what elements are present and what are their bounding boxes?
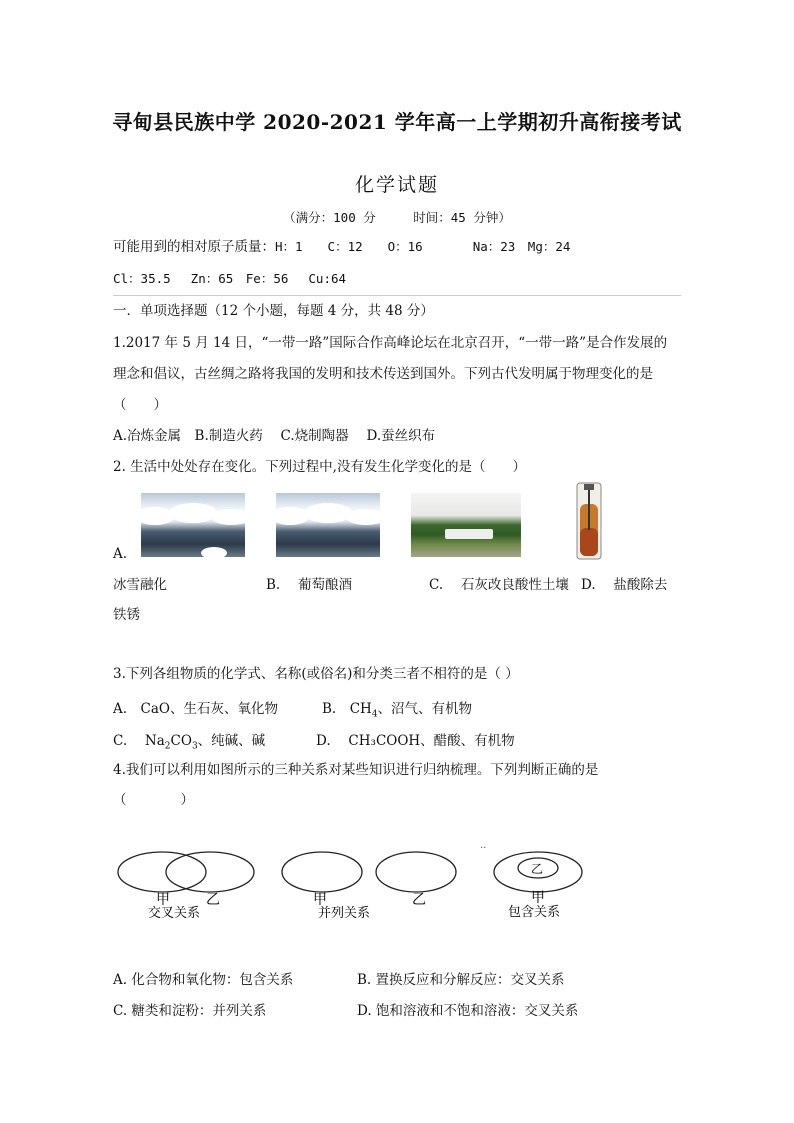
q3-option-b	[322, 697, 472, 720]
q3-option-a: A. CaO、生石灰、氧化物	[113, 701, 278, 717]
q4-stem: 4.我们可以利用如图所示的三种关系对某些知识进行归纳梳理。下列判断正确的是	[113, 762, 599, 778]
q3-c-sub2: 3	[191, 741, 198, 752]
q1-options: A.冶炼金属 B.制造火药 C.烧制陶器 D.蚕丝织布	[113, 428, 436, 444]
q1-line-2: 理念和倡议，古丝绸之路将我国的发明和技术传送到国外。下列古代发明属于物理变化的是	[113, 366, 653, 382]
lime-soil-image	[411, 493, 521, 557]
contain-jia-label: 甲	[531, 890, 545, 906]
parallel-jia-label: 甲	[313, 892, 327, 908]
test-tube-image	[572, 482, 606, 560]
divider	[113, 295, 681, 296]
q3-c-suffix: 、纯碱、碱	[197, 733, 266, 749]
q3-option-d: D. CH₃COOH、醋酸、有机物	[316, 733, 515, 749]
contain-relation-label: 包含关系	[508, 905, 561, 920]
q4-paren: （ ）	[113, 792, 194, 808]
exam-subtitle: 化学试题	[354, 174, 439, 196]
q4-option-c: C. 糖类和淀粉：并列关系	[113, 1003, 267, 1019]
parallel-relation-label: 并列关系	[318, 906, 371, 921]
diagram-dots: ..	[480, 840, 487, 851]
q2-a-text: 冰雪融化	[113, 577, 167, 593]
q3-b-prefix: B. CH	[322, 701, 372, 717]
q2-stem: 2. 生活中处处存在变化。下列过程中,没有发生化学变化的是（ ）	[113, 459, 526, 475]
parallel-circle-jia	[282, 852, 362, 892]
cross-circle-yi	[166, 852, 254, 892]
section-1-heading: 一．单项选择题（12 个小题，每题 4 分，共 48 分）	[113, 303, 434, 319]
q2-b-text: B. 葡萄酿酒	[266, 577, 353, 593]
q3-option-c	[113, 729, 265, 752]
q3-b-sub: 4	[371, 709, 378, 720]
cross-relation-label: 交叉关系	[148, 906, 201, 921]
grape-wine-image	[276, 493, 380, 557]
parallel-circle-yi	[376, 852, 456, 892]
q3-c-mid: CO	[170, 733, 192, 749]
snow-melting-image	[141, 493, 245, 557]
cross-circle-jia	[118, 852, 206, 892]
q2-d-text-cont: 铁锈	[113, 607, 140, 623]
q2-d-text: D. 盐酸除去	[581, 577, 668, 593]
q3-stem: 3.下列各组物质的化学式、名称(或俗名)和分类三者不相符的是（ ）	[113, 666, 519, 682]
atomic-mass-label: 可能用到的相对原子质量：	[113, 239, 275, 255]
q2-c-text: C. 石灰改良酸性土壤	[429, 577, 569, 593]
q4-option-d: D. 饱和溶液和不饱和溶液：交叉关系	[357, 1003, 579, 1019]
q3-c-sub1: 2	[164, 741, 171, 752]
q3-c-prefix: C. Na	[113, 733, 165, 749]
cross-jia-label: 甲	[156, 892, 170, 908]
q2-a-marker: A.	[113, 546, 128, 562]
q4-option-b: B. 置换反应和分解反应：交叉关系	[357, 972, 565, 988]
atomic-mass-line-1	[113, 238, 570, 256]
atomic-mass-values-1: H：1 C：12 O：16 Na：23 Mg：24	[275, 239, 571, 254]
q4-option-a: A. 化合物和氧化物：包含关系	[113, 972, 294, 988]
cross-yi-label: 乙	[206, 892, 220, 908]
contain-yi-label: 乙	[531, 862, 544, 876]
exam-title: 寻甸县民族中学 2020-2021 学年高一上学期初升高衔接考试	[112, 110, 682, 134]
q3-b-suffix: 、沼气、有机物	[377, 701, 473, 717]
atomic-mass-line-2: Cl：35.5 Zn：65 Fe：56 Cu:64	[113, 271, 347, 286]
q1-line-3: （ ）	[113, 397, 167, 413]
parallel-yi-label: 乙	[412, 892, 426, 908]
q1-line-1: 1.2017 年 5 月 14 日，“一带一路”国际合作高峰论坛在北京召开，“一带一路”是合作发展的	[113, 335, 668, 351]
relationship-diagram	[110, 838, 600, 924]
score-time-info: （满分：100 分 时间：45 分钟）	[283, 210, 511, 225]
